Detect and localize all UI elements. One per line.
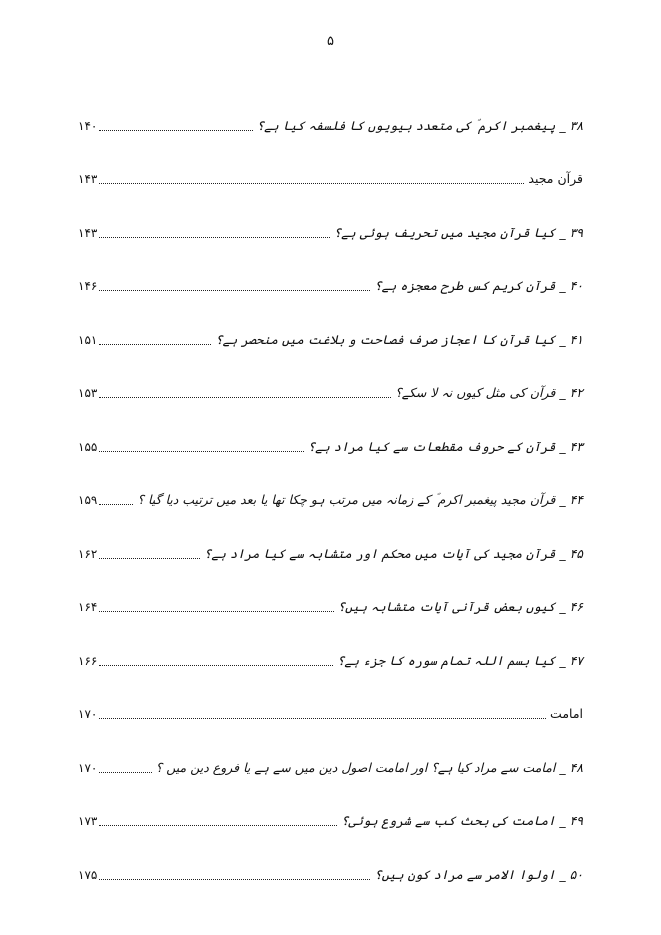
toc-section-heading: [78, 134, 583, 188]
dot-leader: [99, 557, 200, 559]
dot-leader: [99, 450, 303, 452]
toc-entry-title: قرآن مجید: [528, 171, 583, 186]
dot-leader: [99, 771, 151, 773]
toc-entry-page-number: ۱۷۳: [78, 814, 98, 828]
toc-entry-page-number: ۱۴۶: [78, 279, 98, 293]
toc-entry: [78, 241, 583, 295]
toc-entry: [78, 401, 583, 455]
toc-entry-title: ۴۹ _ امامت کی بحث کب سے شروع ہوئی؟: [341, 813, 583, 828]
dot-leader: [99, 610, 333, 612]
toc-entry: [78, 455, 583, 509]
toc-entry-page-number: ۱۷۰: [78, 760, 98, 775]
table-of-contents: [78, 80, 583, 883]
toc-entry-page-number: ۱۷۰: [78, 707, 98, 721]
dot-leader: [99, 824, 337, 826]
toc-entry: [78, 187, 583, 241]
toc-entry-page-number: ۱۷۵: [78, 867, 98, 882]
toc-entry-title: ۴۶ _ کیوں بعض قرآنی آیات متشابہ ہیں؟: [337, 599, 583, 614]
dot-leader: [99, 717, 546, 719]
toc-entry: [78, 80, 583, 134]
dot-leader: [99, 343, 211, 345]
toc-entry-page-number: ۱۵۳: [78, 386, 98, 400]
toc-entry-title: ۴۷ _ کیا بسم اللہ تمام سورہ کا جزء ہے؟: [337, 652, 583, 668]
toc-entry-title: ۴۰ _ قرآن کریم کس طرح معجزہ ہے؟: [374, 278, 583, 293]
toc-entry: [78, 776, 583, 830]
toc-entry: [78, 722, 583, 776]
toc-entry-title: ۴۸ _ امامت سے مراد کیا ہے؟ اور امامت اصول دین میں سے ہے یا فروع دین میں ؟: [155, 759, 583, 775]
toc-entry: [78, 615, 583, 669]
toc-entry-title: امامت: [550, 706, 583, 721]
toc-entry-title: ۵۰ _ اولوا الامر سے مراد کون ہیں؟: [374, 866, 583, 882]
toc-entry-page-number: ۱۵۵: [78, 439, 98, 454]
dot-leader: [99, 503, 133, 505]
toc-entry: [78, 508, 583, 562]
toc-entry-page-number: ۱۶۲: [78, 546, 98, 561]
dot-leader: [99, 289, 370, 291]
toc-entry-page-number: ۱۶۴: [78, 600, 98, 614]
toc-entry-title: ۳۹ _ کیا قرآن مجید میں تحریف ہوئی ہے؟: [333, 224, 583, 240]
dot-leader: [99, 664, 333, 666]
toc-entry-title: ۴۵ _ قرآن مجید کی آیات میں محکم اور متشابہ سے کیا مراد ہے؟: [204, 545, 583, 561]
toc-section-heading: [78, 669, 583, 723]
toc-entry-title: ۳۸ _ پیغمبر اکرم ؐ کی متعدد بیویوں کا فلسفہ کیا ہے؟: [256, 117, 583, 133]
toc-entry: [78, 294, 583, 348]
dot-leader: [99, 129, 252, 131]
toc-entry-title: ۴۳ _ قرآن کے حروف مقطعات سے کیا مراد ہے؟: [307, 438, 583, 454]
toc-entry-page-number: ۱۴۳: [78, 225, 98, 240]
page-number: ۵: [327, 34, 334, 49]
toc-entry-page-number: ۱۵۹: [78, 493, 98, 507]
toc-entry-page-number: ۱۴۰: [78, 118, 98, 133]
toc-entry-title: ۴۲ _ قرآن کی مثل کیوں نہ لا سکے؟: [395, 385, 583, 400]
toc-entry-page-number: ۱۴۳: [78, 172, 98, 186]
dot-leader: [99, 236, 329, 238]
toc-entry: [78, 829, 583, 883]
toc-entry-title: ۴۴ _ قرآن مجید پیغمبر اکرم ؐ کے زمانہ میں مرتب ہو چکا تھا یا بعد میں ترتیب دیا گیا ؟: [137, 492, 583, 507]
toc-entry: [78, 562, 583, 616]
toc-entry-page-number: ۱۵۱: [78, 332, 98, 347]
toc-entry-title: ۴۱ _ کیا قرآن کا اعجاز صرف فصاحت و بلاغت میں منحصر ہے؟: [215, 331, 583, 347]
toc-entry-page-number: ۱۶۶: [78, 653, 98, 668]
toc-entry: [78, 348, 583, 402]
dot-leader: [99, 396, 391, 398]
dot-leader: [99, 878, 370, 880]
dot-leader: [99, 182, 524, 184]
